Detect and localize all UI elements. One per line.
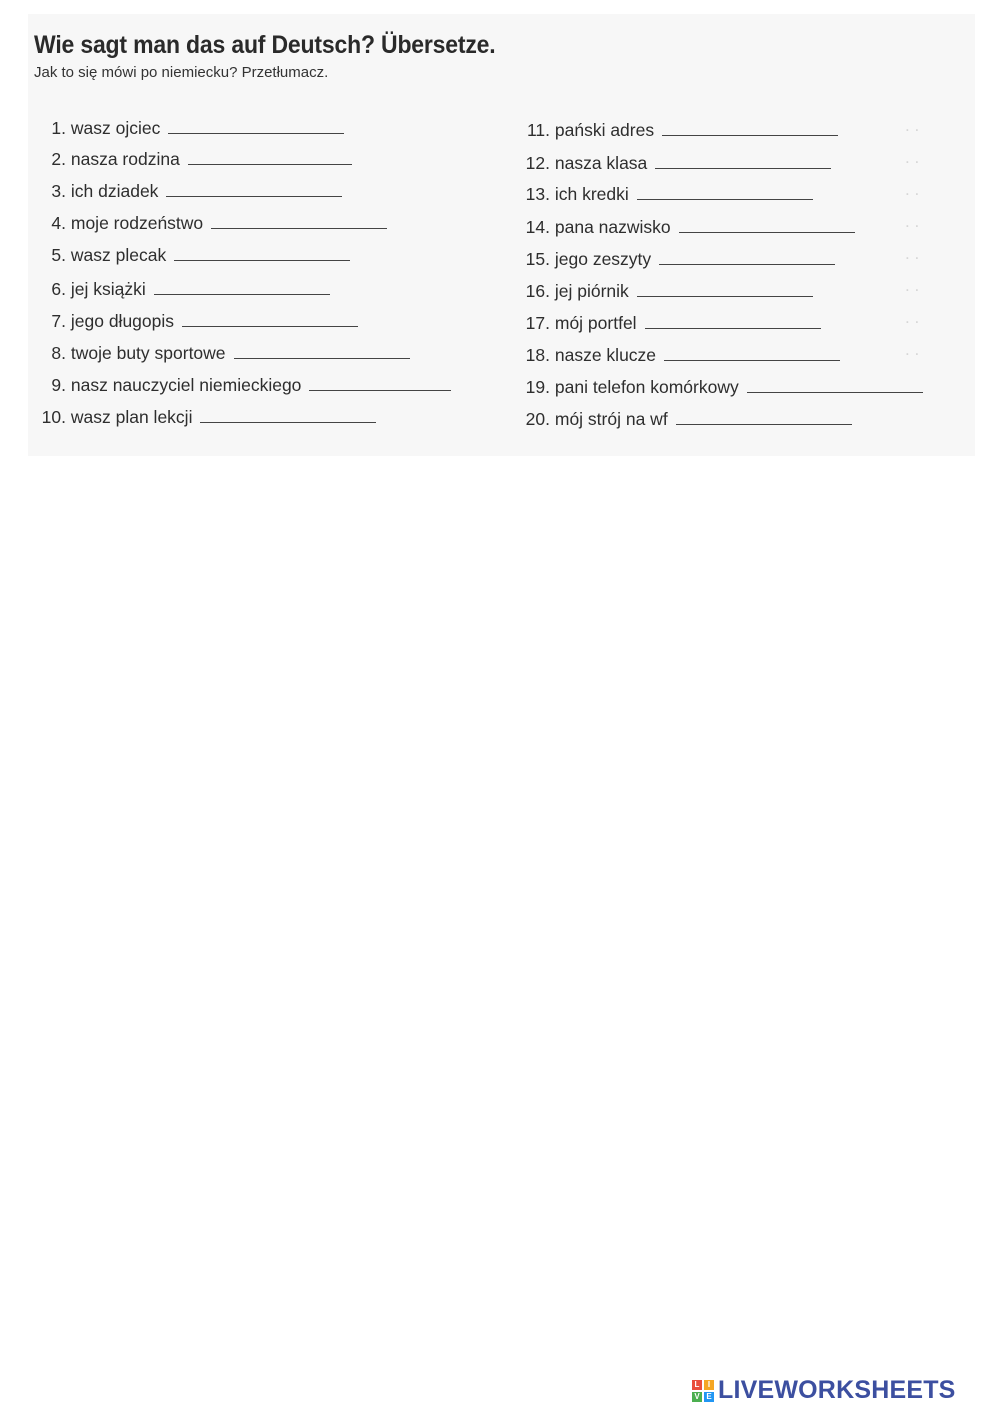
logo-tile: E [704,1392,714,1402]
answer-blank[interactable] [662,134,838,136]
item-number: 16. [525,281,550,301]
item-number: 8. [51,343,66,363]
logo-mark-icon [692,1380,714,1402]
item-number: 4. [51,213,66,233]
logo-tile: V [692,1392,702,1402]
item-text: jej książki [70,279,146,299]
answer-blank[interactable] [154,293,330,295]
logo-tile: I [704,1380,714,1390]
item-text: twoje buty sportowe [70,343,226,363]
exercise-item [516,120,838,141]
answer-blank[interactable] [168,132,344,134]
page-subtitle: Jak to się mówi po niemiecku? Przetłumacz. [34,64,329,81]
item-number: 1. [51,118,66,138]
liveworksheets-logo [692,1376,956,1405]
item-number: 2. [51,149,66,169]
item-number: 13. [525,184,550,204]
item-text: mój strój na wf [554,409,668,429]
answer-blank[interactable] [664,359,840,361]
answer-blank[interactable] [309,389,451,391]
item-text: jego długopis [70,311,175,331]
item-text: nasze klucze [554,345,657,365]
item-text: wasz plecak [70,245,167,265]
exercise-item [32,311,358,332]
answer-blank[interactable] [637,198,813,200]
item-number: 19. [525,377,550,397]
item-number: 17. [525,313,550,333]
answer-blank[interactable] [166,195,342,197]
exercise-item [516,217,855,238]
item-number: 6. [51,279,66,299]
item-text: wasz ojciec [70,118,161,138]
item-number: 14. [525,217,550,237]
bleed-through-decoration: . . . . . . . . . . . . . . . . [905,116,920,359]
exercise-item [32,375,451,396]
answer-blank[interactable] [211,227,387,229]
exercise-item [516,153,831,174]
answer-blank[interactable] [637,295,813,297]
item-text: pani telefon komórkowy [554,377,739,397]
item-text: mój portfel [554,313,637,333]
answer-blank[interactable] [234,357,410,359]
exercise-item [32,343,410,364]
item-text: pański adres [554,120,655,140]
logo-tile: L [692,1380,702,1390]
answer-blank[interactable] [182,325,358,327]
answer-blank[interactable] [679,231,855,233]
item-number: 12. [525,153,550,173]
item-text: moje rodzeństwo [70,213,204,233]
answer-blank[interactable] [659,263,835,265]
item-text: nasz nauczyciel niemieckiego [70,375,302,395]
item-text: nasza klasa [554,153,648,173]
logo-text: LIVEWORKSHEETS [718,1376,956,1404]
item-text: pana nazwisko [554,217,671,237]
item-number: 20. [525,409,550,429]
item-text: jej piórnik [554,281,629,301]
exercise-item [516,313,821,334]
item-number: 10. [41,407,66,427]
exercise-item [32,149,352,170]
answer-blank[interactable] [747,391,923,393]
exercise-item [516,377,923,398]
exercise-item [32,407,376,428]
item-text: wasz plan lekcji [70,407,193,427]
item-text: ich dziadek [70,181,159,201]
item-number: 11. [526,120,550,140]
item-number: 15. [525,249,550,269]
item-number: 18. [525,345,550,365]
exercise-item [32,279,330,300]
answer-blank[interactable] [188,163,352,165]
item-number: 9. [51,375,66,395]
item-text: jego zeszyty [554,249,652,269]
answer-blank[interactable] [200,421,376,423]
exercise-item [516,345,840,366]
answer-blank[interactable] [676,423,852,425]
exercise-item [516,409,852,430]
answer-blank[interactable] [174,259,350,261]
exercise-item [516,184,813,205]
exercise-item [32,181,342,202]
item-number: 3. [51,181,66,201]
item-text: nasza rodzina [70,149,180,169]
item-number: 5. [51,245,66,265]
item-number: 7. [51,311,66,331]
item-text: ich kredki [554,184,629,204]
exercise-item [32,245,350,266]
answer-blank[interactable] [645,327,821,329]
page-title: Wie sagt man das auf Deutsch? Übersetze. [34,31,496,59]
exercise-item [516,249,835,270]
exercise-item [32,118,344,139]
answer-blank[interactable] [655,167,831,169]
exercise-item [32,213,387,234]
exercise-item [516,281,813,302]
